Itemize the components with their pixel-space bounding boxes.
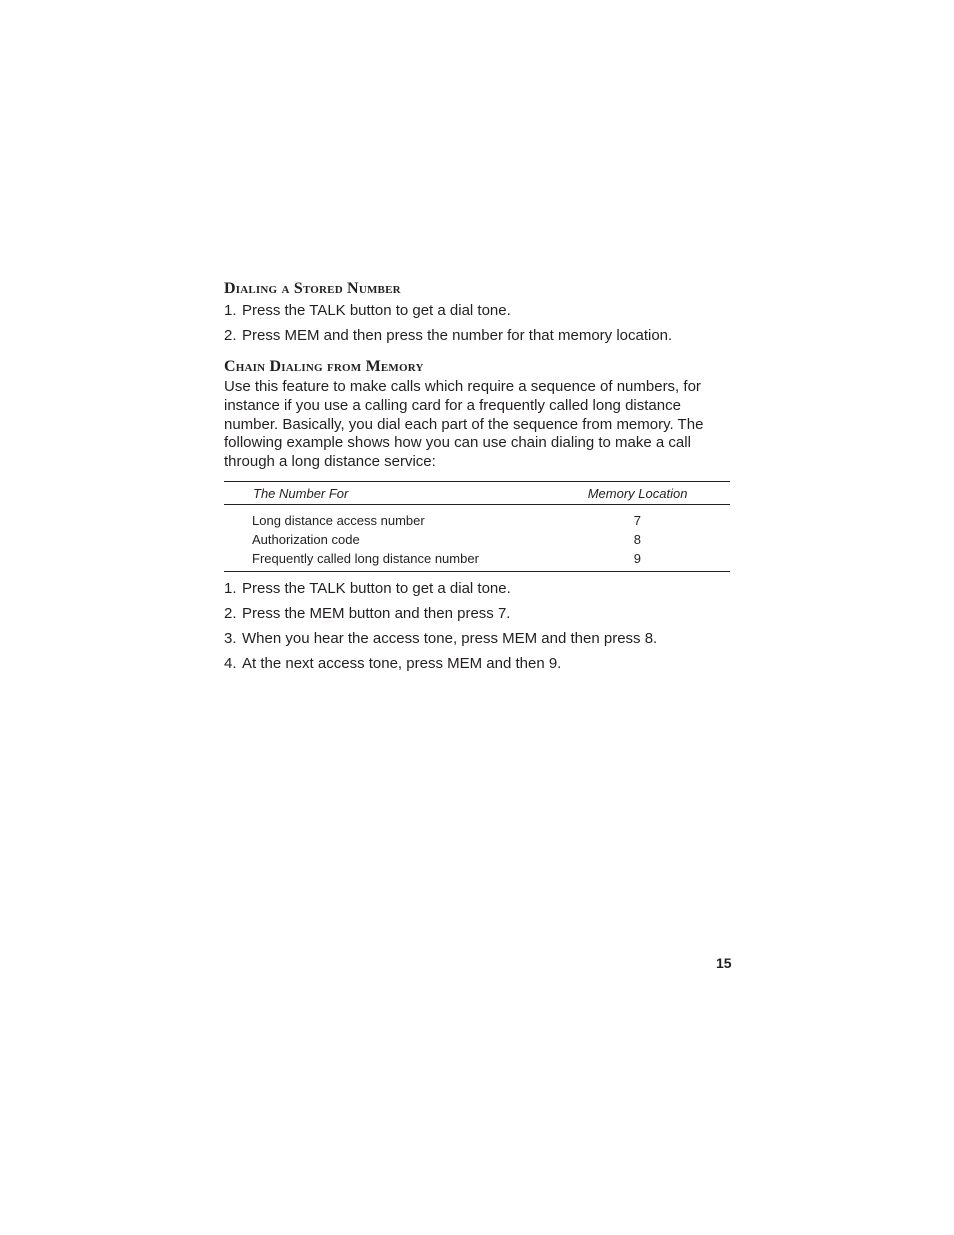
- table-header-row: [224, 481, 730, 504]
- list-item: [224, 605, 730, 623]
- page-number: 15: [716, 955, 732, 971]
- table-row: [224, 504, 730, 530]
- step-number: 2.: [224, 604, 237, 622]
- column-header-number-for: The Number For: [224, 481, 588, 504]
- section-heading-dialing-stored-number: Dialing a Stored Number: [224, 280, 401, 297]
- table-row: [224, 530, 730, 549]
- list-item: [224, 580, 730, 598]
- memory-location-table: [224, 481, 730, 572]
- step-text: Press MEM and then press the number for that memory location.: [242, 327, 673, 344]
- step-text: Press the TALK button to get a dial tone.: [242, 302, 511, 319]
- column-header-memory-location: Memory Location: [588, 481, 730, 504]
- step-number: 2.: [224, 327, 237, 344]
- list-item: [224, 327, 730, 345]
- table-cell: Frequently called long distance number: [252, 550, 479, 566]
- table-cell: 8: [633, 531, 641, 547]
- list-item: [224, 302, 730, 320]
- step-number: 3.: [224, 629, 237, 647]
- steps-list-chain-dialing: [224, 580, 730, 673]
- step-number: 1.: [224, 579, 237, 597]
- table-cell: Long distance access number: [252, 512, 425, 528]
- step-number: 1.: [224, 302, 237, 319]
- table-row: [224, 549, 730, 572]
- intro-paragraph: Use this feature to make calls which require a sequence of numbers, for instance if you use a calling card for a frequently called long distance number. Basically, you dial each part of the sequence from memory. The following example shows how you can use chain dialing to make a call through a long distance service:: [224, 378, 704, 471]
- step-text: When you hear the access tone, press MEM and then press 8.: [242, 629, 658, 647]
- table-cell: 9: [633, 550, 641, 566]
- step-text: At the next access tone, press MEM and then 9.: [242, 654, 562, 672]
- table-cell: 7: [633, 512, 641, 528]
- page-content: [224, 280, 730, 680]
- step-text: Press the MEM button and then press 7.: [242, 604, 511, 622]
- list-item: [224, 655, 730, 673]
- step-text: Press the TALK button to get a dial tone.: [242, 579, 511, 597]
- list-item: [224, 630, 730, 648]
- step-number: 4.: [224, 654, 237, 672]
- section-heading-chain-dialing: Chain Dialing from Memory: [224, 358, 424, 375]
- steps-list-dialing: [224, 302, 730, 345]
- table-cell: Authorization code: [252, 531, 360, 547]
